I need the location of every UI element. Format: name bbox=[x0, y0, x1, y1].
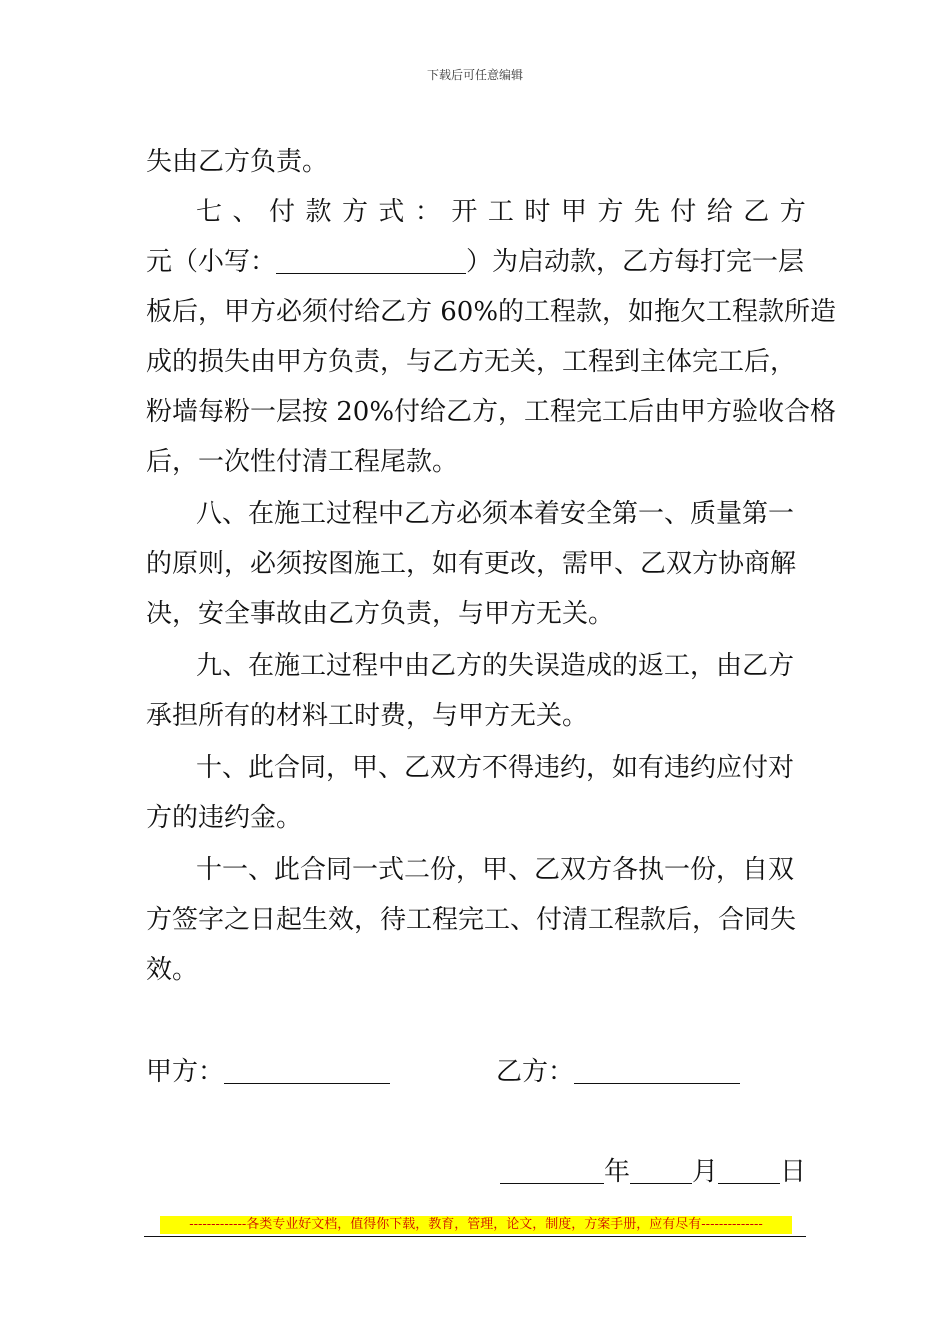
heading-char: 工 bbox=[487, 197, 514, 227]
heading-char: 、 bbox=[232, 197, 259, 227]
text-line: 方签字之日起生效，待工程完工、付清工程款后，合同失 bbox=[146, 905, 797, 935]
party-a-blank[interactable] bbox=[224, 1055, 390, 1084]
clause-8-line: 八、在施工过程中乙方必须本着安全第一、质量第一 bbox=[196, 499, 795, 529]
footer-rule bbox=[144, 1236, 806, 1237]
clause-11-line: 十一、此合同一式二份，甲、乙双方各执一份，自双 bbox=[196, 855, 795, 885]
heading-char: 方 bbox=[779, 197, 806, 227]
heading-char: 式 bbox=[378, 197, 405, 227]
heading-char: 方 bbox=[341, 197, 368, 227]
date-row bbox=[500, 1152, 806, 1192]
heading-char: ： bbox=[414, 197, 441, 227]
day-label: 日 bbox=[780, 1157, 807, 1187]
party-a-signature bbox=[146, 1052, 390, 1092]
month-blank[interactable] bbox=[630, 1155, 692, 1184]
signature-row bbox=[146, 1052, 806, 1092]
heading-char: 乙 bbox=[743, 197, 770, 227]
day-blank[interactable] bbox=[718, 1155, 780, 1184]
party-b-label: 乙方： bbox=[496, 1057, 575, 1087]
heading-char: 七 bbox=[196, 197, 223, 227]
text-line: 粉墙每粉一层按 20%付给乙方，工程完工后由甲方验收合格 bbox=[146, 397, 837, 427]
text-line: 决，安全事故由乙方负责，与甲方无关。 bbox=[146, 599, 615, 629]
text-line: 的原则，必须按图施工，如有更改，需甲、乙双方协商解 bbox=[146, 549, 797, 579]
party-a-label: 甲方： bbox=[146, 1057, 225, 1087]
clause-9-line: 九、在施工过程中由乙方的失误造成的返工，由乙方 bbox=[196, 651, 795, 681]
heading-char: 付 bbox=[268, 197, 295, 227]
footer-banner: -------------各类专业好文档，值得你下载，教育，管理，论文，制度，方案手册，应有尽有-------------- bbox=[160, 1216, 792, 1234]
text-segment: ）为启动款，乙方每打完一层 bbox=[466, 247, 805, 277]
text-line: 方的违约金。 bbox=[146, 803, 303, 833]
text-line: 失由乙方负责。 bbox=[146, 147, 329, 177]
heading-char: 甲 bbox=[560, 197, 587, 227]
heading-char: 先 bbox=[633, 197, 660, 227]
text-line: 板后，甲方必须付给乙方 60%的工程款，如拖欠工程款所造 bbox=[146, 297, 837, 327]
heading-char: 开 bbox=[451, 197, 478, 227]
year-blank[interactable] bbox=[500, 1155, 604, 1184]
text-line: 成的损失由甲方负责，与乙方无关，工程到主体完工后， bbox=[146, 347, 797, 377]
party-b-blank[interactable] bbox=[574, 1055, 740, 1084]
text-line: 效。 bbox=[146, 955, 199, 985]
text-line-with-blank bbox=[146, 242, 806, 282]
header-note: 下载后可任意编辑 bbox=[426, 68, 523, 82]
text-segment: 元（小写： bbox=[146, 247, 277, 277]
text-line: 后，一次性付清工程尾款。 bbox=[146, 447, 459, 477]
heading-char: 付 bbox=[670, 197, 697, 227]
year-label: 年 bbox=[604, 1157, 631, 1187]
month-label: 月 bbox=[692, 1157, 719, 1187]
amount-blank[interactable] bbox=[276, 245, 466, 274]
heading-char: 款 bbox=[305, 197, 332, 227]
party-b-signature bbox=[496, 1052, 740, 1092]
heading-char: 时 bbox=[524, 197, 551, 227]
clause-10-line: 十、此合同，甲、乙双方不得违约，如有违约应付对 bbox=[196, 753, 795, 783]
text-line: 承担所有的材料工时费，与甲方无关。 bbox=[146, 701, 589, 731]
heading-char: 方 bbox=[597, 197, 624, 227]
clause-7-heading-line bbox=[196, 192, 806, 232]
heading-char: 给 bbox=[706, 197, 733, 227]
